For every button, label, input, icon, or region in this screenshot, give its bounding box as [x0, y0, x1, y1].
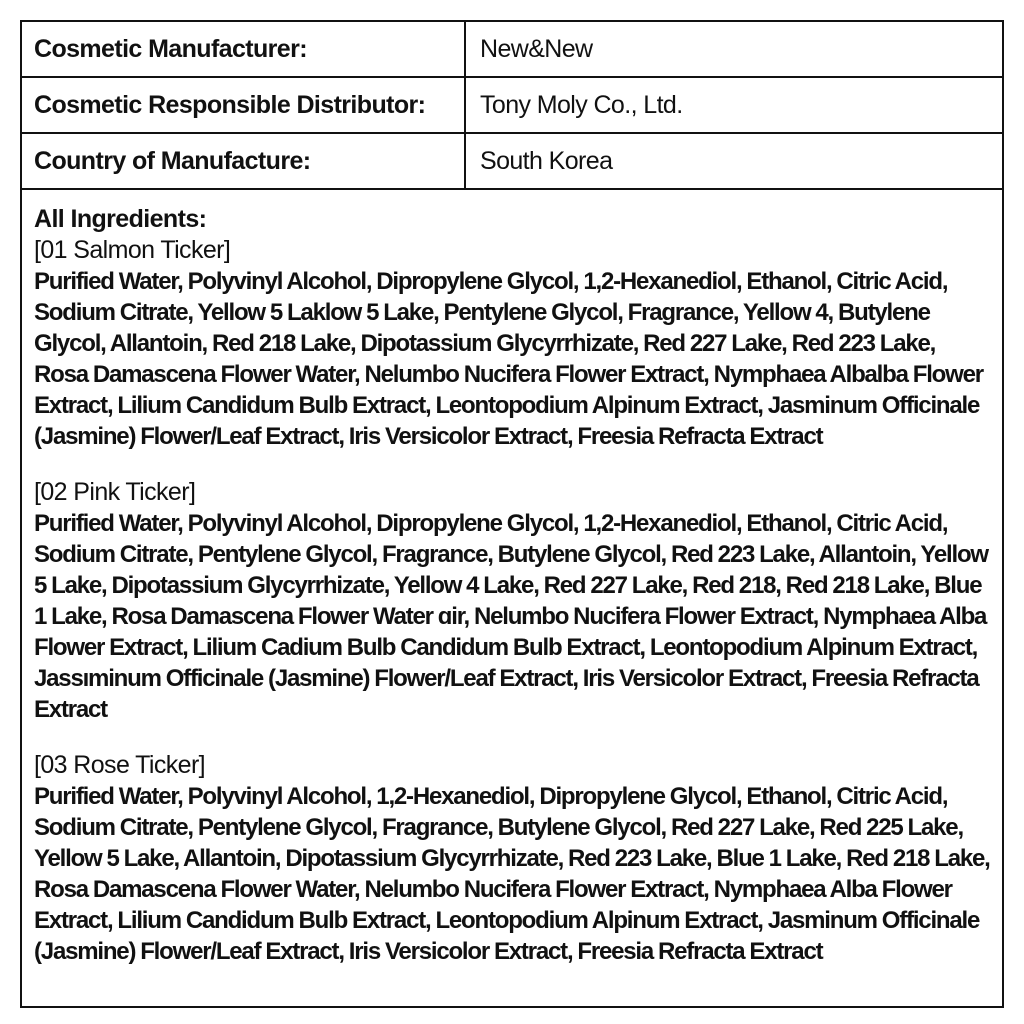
product-ingredients-rose — [34, 750, 990, 967]
ingredient-list: Purified Water, Polyvinyl Alcohol, 1,2-Hexanediol, Dipropylene Glycol, Ethanol, Citric Acid, Sodium Citrate, Pentylene Glycol, Fragrance, Butylene Glycol, Red 227 Lake, Red 225 Lake, Yellow 5 Lake, Allantoin, Dipotassium Glycyrrhizate, Red 223 Lake, Blue 1 Lake, Red 218 Lake, Rosa Damascena Flower Water, Nelumbo Nucifera Flower Extract, Nymphaea Alba Flower Extract, Lilium Candidum Bulb Extract, Leontopodium Alpinum Extract, Jasminum Officinale (Jasmine) Flower/Leaf Extract, Iris Versicolor Extract, Freesia Refracta Extract — [34, 783, 990, 965]
manufacturer-value: New&New — [465, 22, 1002, 77]
table-row — [22, 133, 1002, 189]
product-ingredients-salmon — [34, 235, 990, 452]
manufacturer-label: Cosmetic Manufacturer: — [22, 22, 465, 77]
ingredient-list: Purified Water, Polyvinyl Alcohol, Dipropylene Glycol, 1,2-Hexanediol, Ethanol, Citric Acid, Sodium Citrate, Yellow 5 Laklow 5 Lake, Pentylene Glycol, Fragrance, Yellow 4, Butylene Glycol, Allantoin, Red 218 Lake, Dipotassium Glycyrrhizate, Red 227 Lake, Red 223 Lake, Rosa Damascena Flower Water, Nelumbo Nucifera Flower Extract, Nymphaea Albalba Flower Extract, Lilium Candidum Bulb Extract, Leontopodium Alpinum Extract, Jasminum Officinale (Jasmine) Flower/Leaf Extract, Iris Versicolor Extract, Freesia Refracta Extract — [34, 268, 983, 450]
product-info-sheet — [20, 20, 1004, 1008]
product-name: [01 Salmon Ticker] — [34, 236, 231, 264]
country-value: South Korea — [465, 133, 1002, 189]
table-row — [22, 22, 1002, 77]
product-ingredients-pink — [34, 477, 990, 725]
distributor-value: Tony Moly Co., Ltd. — [465, 77, 1002, 133]
ingredients-section — [22, 190, 1002, 967]
distributor-label: Cosmetic Responsible Distributor: — [22, 77, 465, 133]
table-row — [22, 77, 1002, 133]
product-name: [03 Rose Ticker] — [34, 751, 206, 779]
product-info-table — [22, 22, 1002, 190]
ingredient-list: Purified Water, Polyvinyl Alcohol, Dipropylene Glycol, 1,2-Hexanediol, Ethanol, Citric Acid, Sodium Citrate, Pentylene Glycol, Fragrance, Butylene Glycol, Red 223 Lake, Allantoin, Yellow 5 Lake, Dipotassium Glycyrrhizate, Yellow 4 Lake, Red 227 Lake, Red 218, Red 218 Lake, Blue 1 Lake, Rosa Damascena Flower Water ɑir, Nelumbo Nucifera Flower Extract, Nymphaea Alba Flower Extract, Lilium Cadium Bulb Candidum Bulb Extract, Leontopodium Alpinum Extract, Jassıminum Officinale (Jasmine) Flower/Leaf Extract, Iris Versicolor Extract, Freesia Refracta Extract — [34, 510, 988, 723]
product-name: [02 Pink Ticker] — [34, 478, 196, 506]
ingredients-heading: All Ingredients: — [34, 205, 207, 233]
country-label: Country of Manufacture: — [22, 133, 465, 189]
